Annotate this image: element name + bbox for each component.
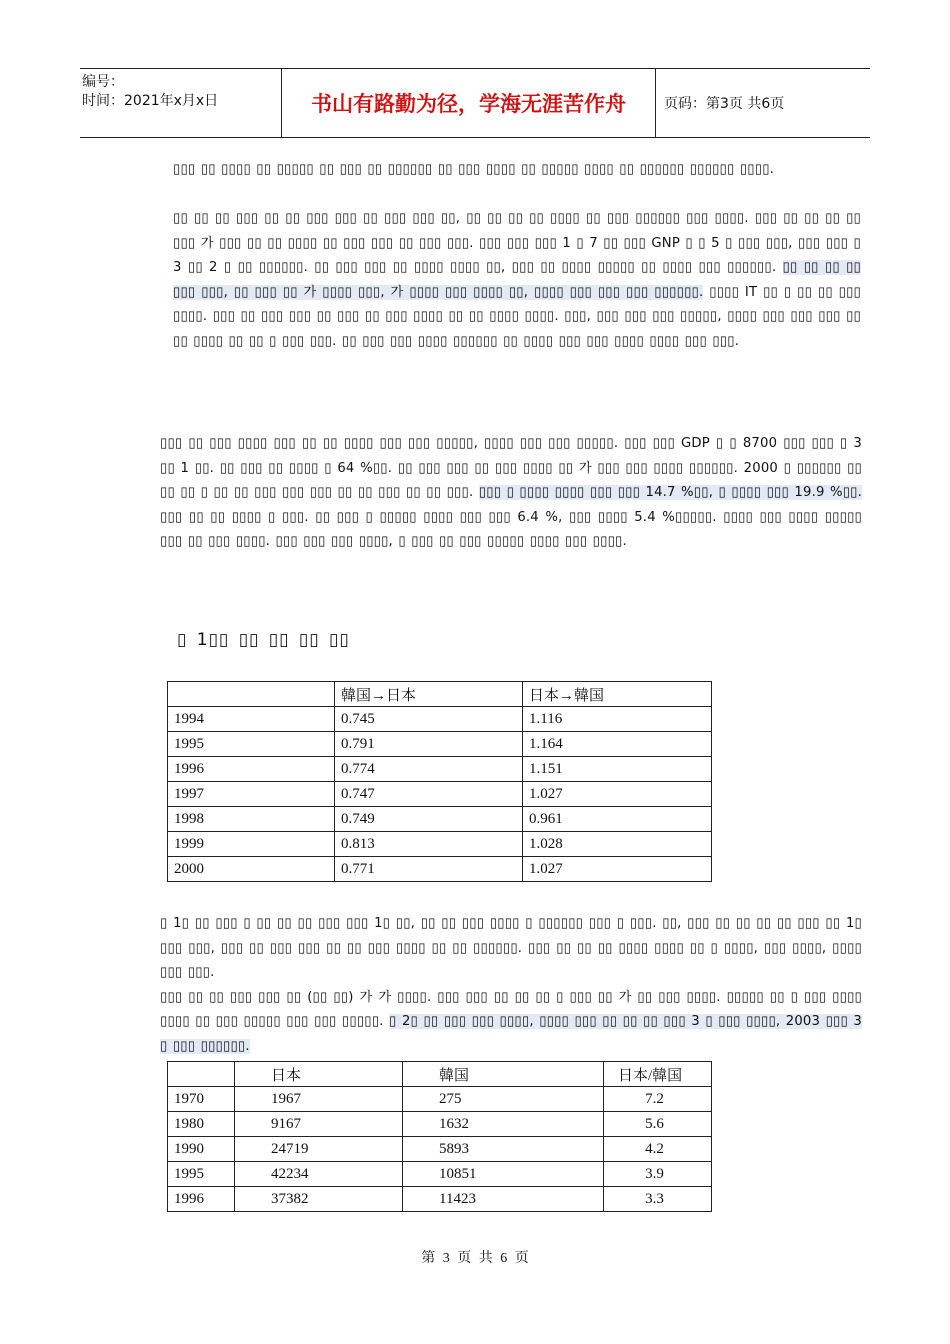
table-cell: 1.028: [523, 832, 712, 857]
table-cell: 1.116: [523, 707, 712, 732]
table-cell: 0.747: [335, 782, 523, 807]
paragraph-3-highlight: ▯▯▯ ▯ ▯▯▯▯ ▯▯▯▯ ▯▯▯ ▯▯▯ 14.7 %▯▯, ▯ ▯▯▯▯ ▯▯▯ 19.9 %▯▯.: [478, 485, 862, 501]
table-cell: 0.749: [335, 807, 523, 832]
table-cell: 37382: [235, 1187, 403, 1212]
table-1-header-cell: [168, 682, 335, 707]
table-row: [168, 1187, 712, 1212]
table-row: [168, 782, 712, 807]
table-cell: 1996: [168, 1187, 235, 1212]
table-2-header-cell: 日本: [235, 1062, 403, 1087]
table-2-header-cell: [168, 1062, 235, 1087]
paragraph-2: [173, 207, 861, 355]
date-label: 时间：2021年x月x日: [82, 93, 219, 109]
paragraph-4-highlight: ▯ 2▯ ▯▯ ▯▯▯ ▯▯▯ ▯▯▯▯, ▯▯▯▯ ▯▯▯ ▯▯ ▯▯ ▯▯ ▯▯▯ 3 ▯ ▯▯▯ ▯▯▯▯, 2003 ▯▯▯ 3 ▯ ▯▯▯ ▯▯▯▯▯▯.: [160, 1014, 862, 1054]
table-1-header-row: [168, 682, 712, 707]
header-meta: [80, 69, 282, 141]
table-row: [168, 757, 712, 782]
table-cell: 1.027: [523, 782, 712, 807]
paragraph-1: ▯▯▯ ▯▯ ▯▯▯▯ ▯▯ ▯▯▯▯▯ ▯▯ ▯▯▯ ▯▯ ▯▯▯▯▯▯ ▯▯ ▯▯▯ ▯▯▯▯ ▯▯ ▯▯▯▯▯ ▯▯▯▯ ▯▯ ▯▯▯▯▯▯ ▯▯▯▯▯▯ ▯▯▯▯.: [173, 162, 775, 177]
table-cell: 1.151: [523, 757, 712, 782]
table-1: [167, 681, 712, 882]
table-cell: 1970: [168, 1087, 235, 1112]
paragraph-3: [160, 432, 862, 555]
table-cell: 1632: [403, 1112, 604, 1137]
table-cell: 0.774: [335, 757, 523, 782]
table-cell: 24719: [235, 1137, 403, 1162]
paragraph-4-text-b: ▯▯▯ ▯▯ ▯▯ ▯▯▯ ▯▯▯ ▯▯ (▯▯ ▯▯) 가 가 ▯▯▯▯. ▯▯▯ ▯▯▯ ▯▯ ▯▯ ▯▯ ▯ ▯▯▯ ▯▯ 가 ▯▯ ▯▯▯ ▯▯▯▯. ▯▯▯▯▯ ▯▯ ▯ ▯▯▯ ▯▯▯▯ ▯▯▯▯ ▯▯ ▯▯▯ ▯▯▯▯▯ ▯▯▯ ▯▯▯ ▯▯▯▯▯.: [160, 989, 862, 1030]
table-cell: 9167: [235, 1112, 403, 1137]
table-cell: 1980: [168, 1112, 235, 1137]
paragraph-4: [160, 912, 862, 1060]
table-2-header-row: [168, 1062, 712, 1087]
table-row: [168, 732, 712, 757]
table-1-header-cell: 日本→韓国: [523, 682, 712, 707]
table-row: [168, 832, 712, 857]
table-2-header-cell: 韓国: [403, 1062, 604, 1087]
table-cell: 1996: [168, 757, 335, 782]
paragraph-4-text-a: ▯ 1▯ ▯▯ ▯▯▯ ▯ ▯▯ ▯▯ ▯▯ ▯▯▯ ▯▯▯ 1▯ ▯▯, ▯▯ ▯▯ ▯▯▯ ▯▯▯▯ ▯ ▯▯▯▯▯▯ ▯▯▯ ▯ ▯▯▯. ▯▯, ▯▯▯ ▯▯ ▯▯ ▯▯ ▯▯ ▯▯▯ ▯▯ 1▯ ▯▯▯ ▯▯▯, ▯▯▯ ▯▯ ▯▯▯ ▯▯▯ ▯▯ ▯▯ ▯▯▯ ▯▯▯▯ ▯▯ ▯▯ ▯▯▯▯▯▯. ▯▯▯ ▯▯ ▯▯ ▯▯ ▯▯▯▯ ▯▯▯▯ ▯▯ ▯ ▯▯▯▯, ▯▯▯ ▯▯▯▯, ▯▯▯▯ ▯▯▯ ▯▯▯.: [160, 916, 862, 981]
table-cell: 42234: [235, 1162, 403, 1187]
table-cell: 1995: [168, 1162, 235, 1187]
paragraph-3-text-b: ▯▯▯ ▯▯ ▯▯ ▯▯▯▯ ▯ ▯▯▯. ▯▯ ▯▯▯ ▯ ▯▯▯▯▯ ▯▯▯▯ ▯▯▯ ▯▯▯ 6.4 %, ▯▯▯ ▯▯▯▯ 5.4 %▯▯▯▯▯. ▯▯▯▯ ▯▯▯ ▯▯▯▯ ▯▯▯▯▯ ▯▯▯ ▯▯ ▯▯▯ ▯▯▯▯. ▯▯▯ ▯▯▯ ▯▯▯ ▯▯▯▯, ▯ ▯▯▯ ▯▯ ▯▯▯ ▯▯▯▯▯ ▯▯▯▯ ▯▯▯ ▯▯▯▯.: [160, 509, 862, 550]
table-cell: 275: [403, 1087, 604, 1112]
table-1-header-cell: 韓国→日本: [335, 682, 523, 707]
table-cell: 1967: [235, 1087, 403, 1112]
table-cell: 1.164: [523, 732, 712, 757]
table-cell: 3.3: [604, 1187, 712, 1212]
paragraph-2-highlight: ▯▯ ▯▯ ▯▯ ▯▯ ▯▯▯ ▯▯▯, ▯▯ ▯▯▯ ▯▯ 가 ▯▯▯▯ ▯▯▯, 가 ▯▯▯▯ ▯▯▯ ▯▯▯▯ ▯▯, ▯▯▯▯ ▯▯▯ ▯▯▯ ▯▯▯ ▯▯▯▯▯▯.: [173, 260, 861, 300]
table-cell: 5.6: [604, 1112, 712, 1137]
section-heading: ▯ 1▯▯ ▯▯ ▯▯ ▯▯ ▯▯: [177, 630, 350, 650]
header-motto: 书山有路勤为径，学海无涯苦作舟: [281, 69, 656, 137]
page-number-label: 页码：第3页 共6页: [664, 96, 785, 112]
table-cell: 1995: [168, 732, 335, 757]
paragraph-2-text-a: ▯▯ ▯▯ ▯▯ ▯▯▯ ▯▯ ▯▯ ▯▯▯ ▯▯▯ ▯▯ ▯▯▯ ▯▯▯ ▯▯, ▯▯ ▯▯ ▯▯ ▯▯ ▯▯▯▯ ▯▯ ▯▯▯ ▯▯▯▯▯▯ ▯▯▯ ▯▯▯▯. ▯▯▯ ▯▯ ▯▯ ▯▯ ▯▯ ▯▯▯ 가 ▯▯▯ ▯▯ ▯▯ ▯▯▯▯ ▯▯ ▯▯▯ ▯▯▯ ▯▯ ▯▯▯ ▯▯▯. ▯▯▯ ▯▯▯ ▯▯▯ 1 ▯ 7 ▯▯ ▯▯▯ GNP ▯ ▯ 5 ▯ ▯▯▯ ▯▯▯, ▯▯▯ ▯▯▯ ▯ 3 ▯▯ 2 ▯ ▯▯ ▯▯▯▯▯▯. ▯▯ ▯▯▯ ▯▯▯ ▯▯ ▯▯▯▯ ▯▯▯▯ ▯▯, ▯▯▯ ▯▯ ▯▯▯▯ ▯▯▯▯▯ ▯▯ ▯▯▯▯ ▯▯▯ ▯▯▯▯▯▯.: [173, 211, 861, 276]
table-cell: 1990: [168, 1137, 235, 1162]
table-2: [167, 1061, 712, 1212]
table-2-header-cell: 日本/韓国: [604, 1062, 712, 1087]
table-cell: 3.9: [604, 1162, 712, 1187]
table-cell: 0.791: [335, 732, 523, 757]
table-cell: 2000: [168, 857, 335, 882]
table-cell: 0.771: [335, 857, 523, 882]
table-cell: 1998: [168, 807, 335, 832]
number-label: 编号：: [82, 74, 124, 90]
table-cell: 1994: [168, 707, 335, 732]
table-cell: 7.2: [604, 1087, 712, 1112]
table-cell: 0.745: [335, 707, 523, 732]
table-cell: 1997: [168, 782, 335, 807]
table-row: [168, 1087, 712, 1112]
table-cell: 0.813: [335, 832, 523, 857]
table-row: [168, 1162, 712, 1187]
table-row: [168, 807, 712, 832]
table-cell: 11423: [403, 1187, 604, 1212]
table-cell: 1999: [168, 832, 335, 857]
table-cell: 4.2: [604, 1137, 712, 1162]
table-row: [168, 1112, 712, 1137]
page-header: [80, 68, 870, 138]
paragraph-3-text-a: ▯▯▯ ▯▯ ▯▯▯ ▯▯▯▯ ▯▯▯ ▯▯ ▯▯ ▯▯▯▯ ▯▯▯ ▯▯▯ ▯▯▯▯▯, ▯▯▯▯ ▯▯▯ ▯▯▯ ▯▯▯▯▯. ▯▯▯ ▯▯▯ GDP ▯ ▯ 8700 ▯▯▯ ▯▯▯ ▯ 3 ▯▯ 1 ▯▯. ▯▯ ▯▯▯ ▯▯ ▯▯▯▯ ▯ 64 %▯▯. ▯▯ ▯▯▯ ▯▯▯ ▯▯ ▯▯▯ ▯▯▯▯ ▯▯ 가 ▯▯▯ ▯▯▯ ▯▯▯▯ ▯▯▯▯▯▯. 2000 ▯ ▯▯▯▯▯▯ ▯▯ ▯▯ ▯▯ ▯ ▯▯ ▯▯ ▯▯▯ ▯▯▯ ▯▯▯ ▯▯ ▯▯ ▯▯▯ ▯▯ ▯▯ ▯▯▯.: [160, 436, 862, 501]
table-row: [168, 857, 712, 882]
table-cell: 0.961: [523, 807, 712, 832]
table-cell: 1.027: [523, 857, 712, 882]
table-row: [168, 1137, 712, 1162]
table-row: [168, 707, 712, 732]
table-cell: 10851: [403, 1162, 604, 1187]
paragraph-2-text-b: ▯▯▯▯ IT ▯▯ ▯ ▯▯ ▯▯ ▯▯▯ ▯▯▯▯. ▯▯▯ ▯▯ ▯▯▯ ▯▯▯ ▯▯ ▯▯▯ ▯▯ ▯▯▯ ▯▯▯▯ ▯▯ ▯▯ ▯▯▯▯ ▯▯▯▯. ▯▯▯, ▯▯▯ ▯▯▯ ▯▯▯ ▯▯▯▯▯, ▯▯▯▯ ▯▯▯ ▯▯▯ ▯▯▯ ▯▯ ▯▯ ▯▯▯▯ ▯▯ ▯▯ ▯ ▯▯▯ ▯▯▯. ▯▯ ▯▯▯ ▯▯▯ ▯▯▯▯ ▯▯▯▯▯▯ ▯▯ ▯▯▯▯ ▯▯▯ ▯▯▯ ▯▯▯▯ ▯▯▯▯ ▯▯▯ ▯▯▯.: [173, 284, 861, 349]
page-footer: 第 3 页 共 6 页: [421, 1251, 529, 1266]
table-cell: 5893: [403, 1137, 604, 1162]
